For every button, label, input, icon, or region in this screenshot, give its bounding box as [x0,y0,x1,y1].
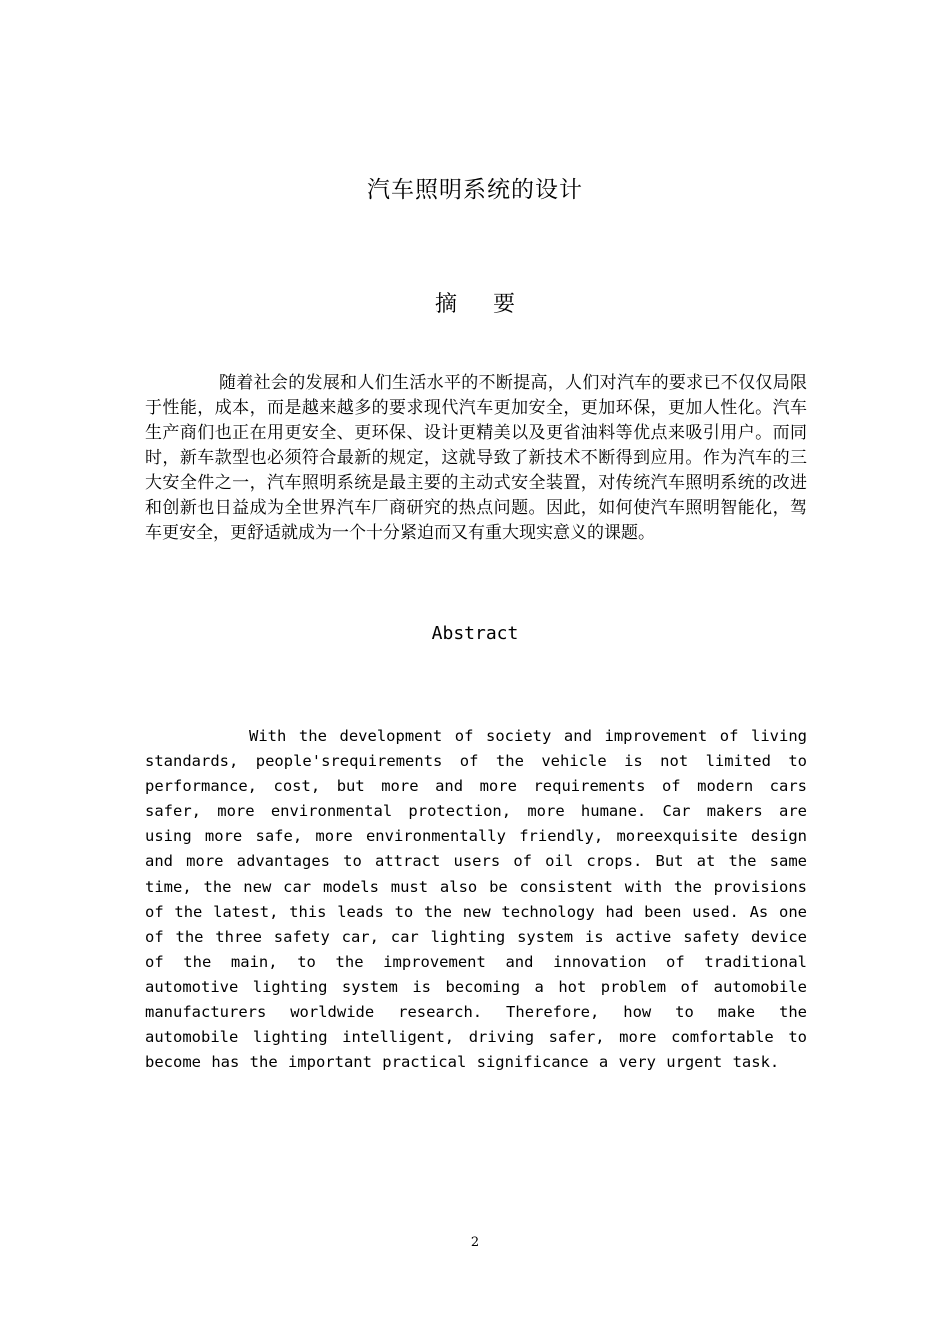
page-number: 2 [470,1235,480,1250]
english-abstract-heading: Abstract [431,623,519,644]
document-title: 汽车照明系统的设计 [367,177,583,203]
english-abstract-text: With the development of society and improvement of living standards, people'srequirements of the vehicle is not limited to performance, cost, but more and more requirements of modern cars safer, more environmental protection, more humane. Car makers are using more safe, more environmentally friendly, moreexquisite design and more advantages to attract users of oil crops. But at the same time, the new car models must also be consistent with the provisions of the latest, this leads to the new technology had been used. As one of the three safety car, car lighting system is active safety device of the main, to the improvement and innovation of traditional automotive lighting system is becoming a hot problem of automobile manufacturers worldwide research. Therefore, how to make the automobile lighting intelligent, driving safer, more comfortable to become has the important practical significance a very urgent task. [145,727,807,1072]
chinese-abstract-text: 随着社会的发展和人们生活水平的不断提高，人们对汽车的要求已不仅仅局限于性能，成本，而是越来越多的要求现代汽车更加安全，更加环保，更加人性化。汽车生产商们也正在用更安全、更环保、设计更精美以及更省油料等优点来吸引用户。而同时，新车款型也必须符合最新的规定，这就导致了新技术不断得到应用。作为汽车的三大安全件之一，汽车照明系统是最主要的主动式安全装置，对传统汽车照明系统的改进和创新也日益成为全世界汽车厂商研究的热点问题。因此，如何使汽车照明智能化，驾车更安全，更舒适就成为一个十分紧迫而又有重大现实意义的课题。 [145,373,807,543]
chinese-abstract-heading: 摘要 [434,292,551,317]
